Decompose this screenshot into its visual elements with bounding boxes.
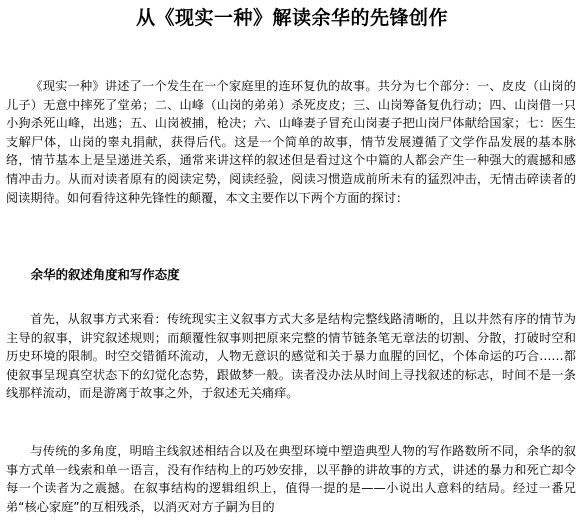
body-paragraph-narrative-method: 首先，从叙事方式来看：传统现实主义叙事方式大多是结构完整线路清晰的，且以井然有序的情节为主导的叙事，讲究叙述规则；而颠覆性叙事则把原来完整的情节链条笔无章法的切割、分散，打破时空和历史环境的限制。时空交错循环流动，人物无意识的感觉和关于暴力血腥的回忆，个体命运的巧合……都使叙事呈现真空状态下的幻觉化态势，跟做梦一般。读者没办法从时间上寻找叙述的标志，时间不是一条线那样流动，而是游离于故事之外，于叙述无关痛痒。 [6, 312, 576, 401]
intro-paragraph: 《现实一种》讲述了一个发生在一个家庭里的连环复仇的故事。共分为七个部分：一、皮皮（山岗的儿子）无意中摔死了堂弟；二、山峰（山岗的弟弟）杀死皮皮；三、山岗筹备复仇行动；四、山岗借一只小狗杀死山峰，出逃；五、山岗被捕，枪决；六、山峰妻子冒充山岗妻子把山岗尸体献给国家；七：医生支解尸体，山岗的睾丸捐献，获得后代。这是一个简单的故事，情节发展遵循了文学作品发展的基本脉络，情节基本上是呈递进关系，通常来讲这样的叙述但是看过这个中篇的人都会产生一种强大的震撼和感情冲击力。从而对读者原有的阅读定势，阅读经验，阅读习惯造成前所未有的猛烈冲击，无情击碎读者的阅读期待。如何看待这种先锋性的颠覆，本文主要作以下两个方面的探讨： [6, 79, 576, 205]
body-paragraph-narrative-structure: 与传统的多角度，明暗主线叙述相结合以及在典型环境中塑造典型人物的写作路数所不同，余华的叙事方式单一线索和单一语言，没有作结构上的巧妙安排，以平静的讲故事的方式，讲述的暴力和死亡却令每一个读者为之震撼。在叙事结构的逻辑组织上，值得一提的是——小说出人意料的结局。经过一番兄弟“核心家庭”的互相残杀，以消灭对方子嗣为目的 [6, 444, 576, 514]
section-heading: 余华的叙述角度和写作态度 [30, 267, 180, 282]
article-title: 从《现实一种》解读余华的先锋创作 [135, 7, 448, 29]
